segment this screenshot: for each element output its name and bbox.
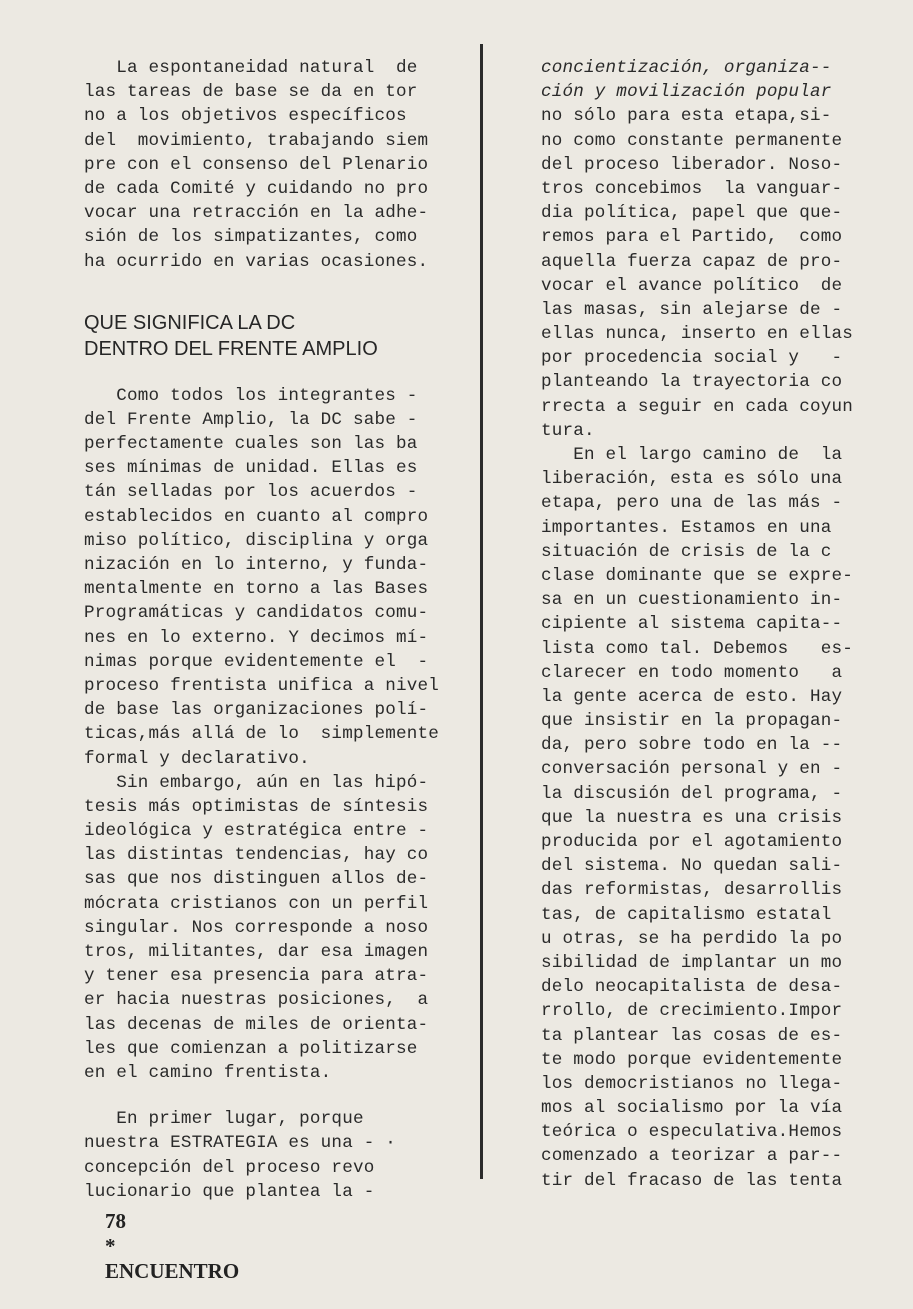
text-line: liberación, esta es sólo una xyxy=(541,469,843,490)
text-line: Sin embargo, aún en las hipó- xyxy=(84,772,429,793)
text-line: las tareas de base se da en tor xyxy=(84,82,418,103)
text-line: rrecta a seguir en cada coyun xyxy=(541,396,853,417)
text-line: teórica o especulativa.Hemos xyxy=(541,1122,843,1143)
text-line: tir del fracaso de las tenta xyxy=(541,1170,843,1191)
text-line: tros concebimos la vanguar- xyxy=(541,178,843,199)
text-line: no a los objetivos específicos xyxy=(84,106,407,127)
text-line: que la nuestra es una crisis xyxy=(541,807,843,828)
text-line: conversación personal y en - xyxy=(541,759,843,780)
text-line: los democristianos no llega- xyxy=(541,1073,843,1094)
text-line: ellas nunca, inserto en ellas xyxy=(541,324,853,345)
text-line: no como constante permanente xyxy=(541,130,843,151)
text-line: vocar el avance político de xyxy=(541,275,843,296)
text-line: La espontaneidad natural de xyxy=(84,58,418,78)
text-line: mentalmente en torno a las Bases xyxy=(84,579,429,600)
text-line: que insistir en la propagan- xyxy=(541,711,843,732)
paragraph xyxy=(541,104,901,443)
text-line: ideológica y estratégica entre - xyxy=(84,821,429,842)
text-line: das reformistas, desarrollis xyxy=(541,880,843,901)
text-line: tas, de capitalismo estatal xyxy=(541,904,832,925)
text-line: tesis más optimistas de síntesis xyxy=(84,796,429,817)
text-line: miso político, disciplina y orga xyxy=(84,530,429,551)
text-line: situación de crisis de la c xyxy=(541,541,832,562)
text-line: En primer lugar, porque xyxy=(84,1109,364,1130)
text-line: importantes. Estamos en una xyxy=(541,517,832,538)
text-line: cipiente al sistema capita-- xyxy=(541,614,843,635)
text-line: comenzado a teorizar a par-- xyxy=(541,1146,843,1167)
text-line: clase dominante que se expre- xyxy=(541,565,853,586)
page-number: 78 xyxy=(105,1209,126,1233)
text-line: nimas porque evidentemente el - xyxy=(84,651,429,672)
text-line: tros, militantes, dar esa imagen xyxy=(84,942,429,962)
text-line: establecidos en cuanto al compro xyxy=(84,506,429,527)
text-line: lucionario que plantea la - xyxy=(84,1181,375,1202)
text-line: formal y declarativo. xyxy=(84,748,310,769)
text-line: remos para el Partido, como xyxy=(541,227,843,248)
text-line: ta plantear las cosas de es- xyxy=(541,1025,843,1046)
paragraph xyxy=(541,443,901,1193)
text-line: singular. Nos corresponde a noso xyxy=(84,917,429,938)
text-line: er hacia nuestras posiciones, a xyxy=(84,990,429,1011)
page-footer xyxy=(84,1184,239,1309)
text-line: delo neocapitalista de desa- xyxy=(541,977,843,998)
text-line: ha ocurrido en varias ocasiones. xyxy=(84,251,429,272)
text-line: u otras, se ha perdido la po xyxy=(541,928,843,949)
paragraph xyxy=(84,384,474,771)
text-line: en el camino frentista. xyxy=(84,1062,332,1083)
publication-name: ENCUENTRO xyxy=(105,1259,240,1283)
right-column xyxy=(541,56,901,1193)
text-line: sibilidad de implantar un mo xyxy=(541,952,843,973)
text-line: concientización, organiza-- xyxy=(541,58,832,78)
paragraph-emphasis xyxy=(541,56,901,104)
text-line: lista como tal. Debemos es- xyxy=(541,638,853,659)
text-line: ción y movilización popular xyxy=(541,82,832,103)
text-line: vocar una retracción en la adhe- xyxy=(84,203,429,224)
text-line: sas que nos distinguen allos de- xyxy=(84,869,429,890)
text-line: aquella fuerza capaz de pro- xyxy=(541,251,843,272)
text-line: las decenas de miles de orienta- xyxy=(84,1014,429,1035)
text-line: QUE SIGNIFICA LA DC xyxy=(84,311,296,334)
text-line: y tener esa presencia para atra- xyxy=(84,966,429,987)
text-line: perfectamente cuales son las ba xyxy=(84,434,418,455)
text-line: clarecer en todo momento a xyxy=(541,662,843,683)
text-line: mócrata cristianos con un perfil xyxy=(84,893,429,914)
text-line: ses mínimas de unidad. Ellas es xyxy=(84,458,418,479)
text-line: dia política, papel que que- xyxy=(541,203,843,224)
text-line: DENTRO DEL FRENTE AMPLIO xyxy=(84,337,378,360)
text-line: Programáticas y candidatos comu- xyxy=(84,603,429,624)
text-line: del Frente Amplio, la DC sabe - xyxy=(84,409,418,430)
text-line: da, pero sobre todo en la -- xyxy=(541,735,843,756)
text-line: Como todos los integrantes - xyxy=(84,385,418,406)
text-line: concepción del proceso revo xyxy=(84,1157,375,1178)
text-line: del sistema. No quedan sali- xyxy=(541,856,843,877)
text-line: nización en lo interno, y funda- xyxy=(84,555,429,575)
text-line: planteando la trayectoria co xyxy=(541,372,843,393)
text-line: tura. xyxy=(541,420,595,441)
paragraph xyxy=(84,771,474,1085)
text-line: etapa, pero una de las más - xyxy=(541,493,843,514)
text-line: ticas,más allá de lo simplemente xyxy=(84,724,440,745)
text-line: nuestra ESTRATEGIA es una - · xyxy=(84,1133,396,1154)
text-line: no sólo para esta etapa,si- xyxy=(541,106,832,127)
text-line: les que comienzan a politizarse xyxy=(84,1038,418,1059)
text-line: sión de los simpatizantes, como xyxy=(84,227,418,248)
text-line: por procedencia social y - xyxy=(541,348,843,369)
text-line: proceso frentista unifica a nivel xyxy=(84,675,440,696)
text-line: de base las organizaciones polí- xyxy=(84,700,429,721)
text-line: te modo porque evidentemente xyxy=(541,1049,843,1070)
text-line: del movimiento, trabajando siem xyxy=(84,130,429,151)
text-line: producida por el agotamiento xyxy=(541,832,843,852)
text-line: las masas, sin alejarse de - xyxy=(541,299,843,320)
text-line: sa en un cuestionamiento in- xyxy=(541,590,843,611)
paragraph xyxy=(84,56,474,274)
text-line: nes en lo externo. Y decimos mí- xyxy=(84,627,429,648)
text-line: mos al socialismo por la vía xyxy=(541,1098,843,1119)
left-column xyxy=(84,56,474,1204)
section-heading xyxy=(84,310,474,362)
text-line: las distintas tendencias, hay co xyxy=(84,845,429,866)
text-line: la gente acerca de esto. Hay xyxy=(541,686,843,707)
text-line: rrollo, de crecimiento.Impor xyxy=(541,1001,843,1022)
text-line: tán selladas por los acuerdos - xyxy=(84,482,418,503)
text-line: del proceso liberador. Noso- xyxy=(541,154,843,175)
text-line: En el largo camino de la xyxy=(541,445,843,465)
text-line: de cada Comité y cuidando no pro xyxy=(84,178,429,199)
separator-star: * xyxy=(105,1234,116,1258)
column-divider xyxy=(480,44,483,1179)
text-line: pre con el consenso del Plenario xyxy=(84,154,429,175)
text-line: la discusión del programa, - xyxy=(541,783,843,804)
